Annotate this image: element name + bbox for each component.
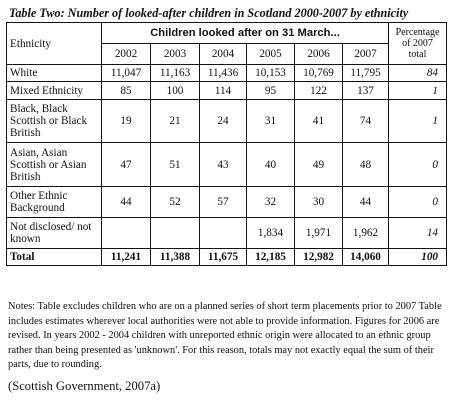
cell-value: 11,675	[200, 249, 247, 266]
percentage-value: 1	[389, 82, 447, 100]
cell-value: 85	[102, 82, 151, 100]
cell-value: 10,153	[247, 65, 295, 82]
ethnicity-table	[6, 22, 447, 266]
cell-value: 48	[343, 143, 389, 187]
cell-value: 100	[151, 82, 200, 100]
cell-value: 137	[343, 82, 389, 100]
row-label: Other Ethnic Background	[7, 187, 102, 218]
cell-value: 74	[343, 100, 389, 143]
cell-value: 11,436	[200, 65, 247, 82]
cell-value: 1,962	[343, 218, 389, 249]
cell-value: 57	[200, 187, 247, 218]
table-row	[7, 65, 447, 82]
row-label: Asian, Asian Scottish or Asian British	[7, 143, 102, 187]
row-label: Not disclosed/ not known	[7, 218, 102, 249]
percentage-value: 84	[389, 65, 447, 82]
row-label: Mixed Ethnicity	[7, 82, 102, 100]
cell-value: 30	[295, 187, 343, 218]
cell-value: 1,834	[247, 218, 295, 249]
table-row	[7, 100, 447, 143]
cell-value: 44	[343, 187, 389, 218]
cell-value: 40	[247, 143, 295, 187]
cell-value: 44	[102, 187, 151, 218]
cell-value: 32	[247, 187, 295, 218]
cell-value: 52	[151, 187, 200, 218]
row-label: Black, Black Scottish or Black British	[7, 100, 102, 143]
source-citation: (Scottish Government, 2007a)	[8, 379, 161, 393]
year-header: 2003	[151, 44, 200, 65]
cell-value	[102, 218, 151, 249]
cell-value: 21	[151, 100, 200, 143]
year-header: 2007	[343, 44, 389, 65]
cell-value: 47	[102, 143, 151, 187]
cell-value: 41	[295, 100, 343, 143]
row-label: White	[7, 65, 102, 82]
total-row	[7, 249, 447, 266]
percentage-value: 14	[389, 218, 447, 249]
cell-value: 11,047	[102, 65, 151, 82]
percentage-value: 100	[389, 249, 447, 266]
cell-value	[200, 218, 247, 249]
year-header: 2004	[200, 44, 247, 65]
cell-value: 11,795	[343, 65, 389, 82]
year-header: 2006	[295, 44, 343, 65]
cell-value: 114	[200, 82, 247, 100]
cell-value: 12,982	[295, 249, 343, 266]
percentage-header: Percentage of 2007 total	[389, 23, 447, 65]
year-header: 2002	[102, 44, 151, 65]
cell-value: 24	[200, 100, 247, 143]
table-row	[7, 187, 447, 218]
cell-value: 10,769	[295, 65, 343, 82]
cell-value: 11,163	[151, 65, 200, 82]
table-notes: Notes: Table excludes children who are on a planned series of short term placements prior to 2007 Table includes estimates wherever local authorities were not able to provide information. Figures for 2006 are revised. In years 2002 - 2004 children with unreported ethnic origin were allocated to an ethnic group rather than being presented as 'unknown'. For this reason, totals may not exactly equal the sum of their parts, due to rounding.	[8, 301, 442, 370]
table-title: Table Two: Number of looked-after children in Scotland 2000-2007 by ethnicity	[9, 6, 409, 20]
cell-value: 31	[247, 100, 295, 143]
row-label: Total	[7, 249, 102, 266]
percentage-value: 1	[389, 100, 447, 143]
cell-value	[151, 218, 200, 249]
cell-value: 1,971	[295, 218, 343, 249]
table-row	[7, 82, 447, 100]
cell-value: 49	[295, 143, 343, 187]
table-row	[7, 143, 447, 187]
cell-value: 51	[151, 143, 200, 187]
cell-value: 11,388	[151, 249, 200, 266]
percentage-value: 0	[389, 187, 447, 218]
percentage-value: 0	[389, 143, 447, 187]
cell-value: 11,241	[102, 249, 151, 266]
cell-value: 19	[102, 100, 151, 143]
cell-value: 12,185	[247, 249, 295, 266]
children-looked-after-header: Children looked after on 31 March...	[102, 23, 389, 44]
cell-value: 14,060	[343, 249, 389, 266]
ethnicity-header: Ethnicity	[7, 23, 102, 65]
table-row	[7, 218, 447, 249]
cell-value: 122	[295, 82, 343, 100]
cell-value: 95	[247, 82, 295, 100]
cell-value: 43	[200, 143, 247, 187]
year-header: 2005	[247, 44, 295, 65]
